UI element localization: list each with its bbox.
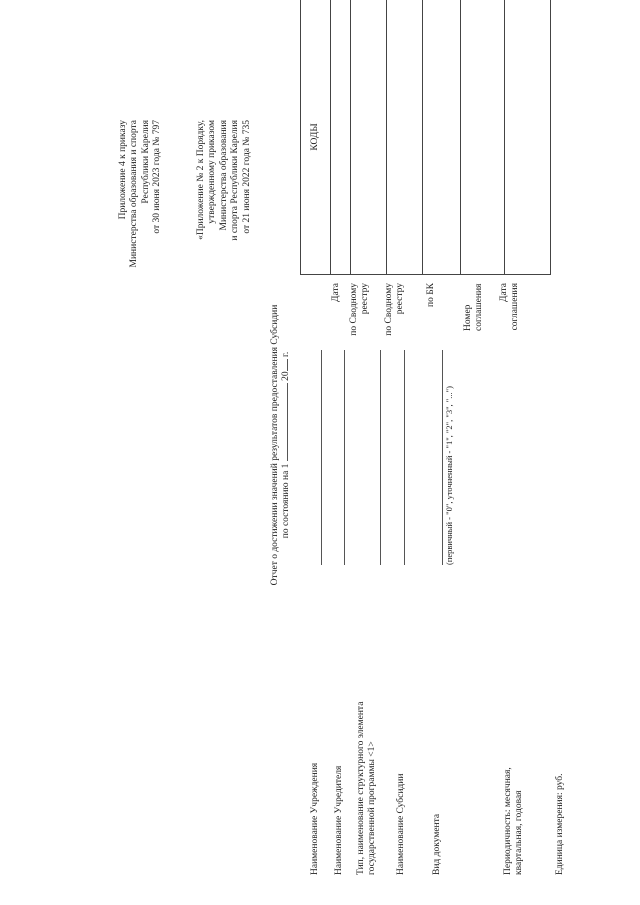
doc-kind-note: (первичный - "0", уточненный - "1", "2", "3", "...") [444,386,454,565]
report-date-suffix: г. [281,351,292,357]
header-top-line1: Приложение 4 к приказу [118,120,128,220]
label-periodicity-line2: квартальная, годовая [514,790,525,875]
header-bottom-line4: и спорта Республики Карелия [230,120,241,241]
doc-kind-underline [442,350,443,565]
header-bottom-line2: утвержденному приказом [207,120,218,224]
label-type [356,702,379,875]
side-bk: по БК [426,283,436,308]
header-bottom-line1: «Приложение № 2 к Порядку, [196,120,206,240]
header-top-line2: Министерства образования и спорта [129,120,140,268]
codes-bk-cell [423,0,461,275]
header-top-line4: от 30 июня 2023 года № 797 [152,120,163,234]
label-doc-kind: Вид документа [432,813,442,875]
report-date-year: 20 [281,371,292,381]
founder-underline [344,350,345,565]
side-reestr1: по Сводному реестру [349,283,371,336]
codes-date-cell [331,0,351,275]
header-top-line3: Республики Карелия [140,120,151,204]
side-reestr2: по Сводному реестру [384,283,406,336]
label-type-line1: Тип, наименование структурного элемента [356,701,366,875]
report-year-blank [287,359,288,371]
codes-reestr1-cell [351,0,387,275]
codes-header-cell: КОДЫ [301,0,331,275]
header-bottom-line3: Министерства образования [218,120,229,231]
codes-agreement-date-cell [505,0,551,275]
header-top [118,120,164,267]
codes-reestr2-cell [387,0,423,275]
type-underline [380,350,381,565]
label-founder: Наименование Учредителя [334,765,344,875]
label-subsidy: Наименование Субсидии [396,773,406,875]
report-date-blank [287,383,288,461]
institution-underline [321,350,322,565]
label-periodicity [503,767,526,875]
label-type-line2: государственной программы <1> [367,741,378,875]
subsidy-underline [404,350,405,565]
report-title-text: Отчет о достижении значений результатов предоставления Субсидии [270,304,280,586]
codes-table [300,0,551,275]
side-agreement-number: Номер соглашения [463,283,485,331]
side-agreement-date: Дата соглашения [499,283,521,331]
codes-agreement-number-cell [461,0,505,275]
label-unit: Единица измерения: руб. [555,773,565,875]
side-date: Дата [331,283,341,302]
report-date-line [281,265,292,625]
label-institution: Наименование Учреждения [310,762,320,875]
header-bottom [196,120,253,241]
header-bottom-line5: от 21 июня 2022 года № 735 [241,120,252,234]
label-periodicity-line1: Периодичность: месячная, [503,767,513,875]
report-title [270,265,293,625]
report-date-prefix: по состоянию на 1 [281,463,292,539]
